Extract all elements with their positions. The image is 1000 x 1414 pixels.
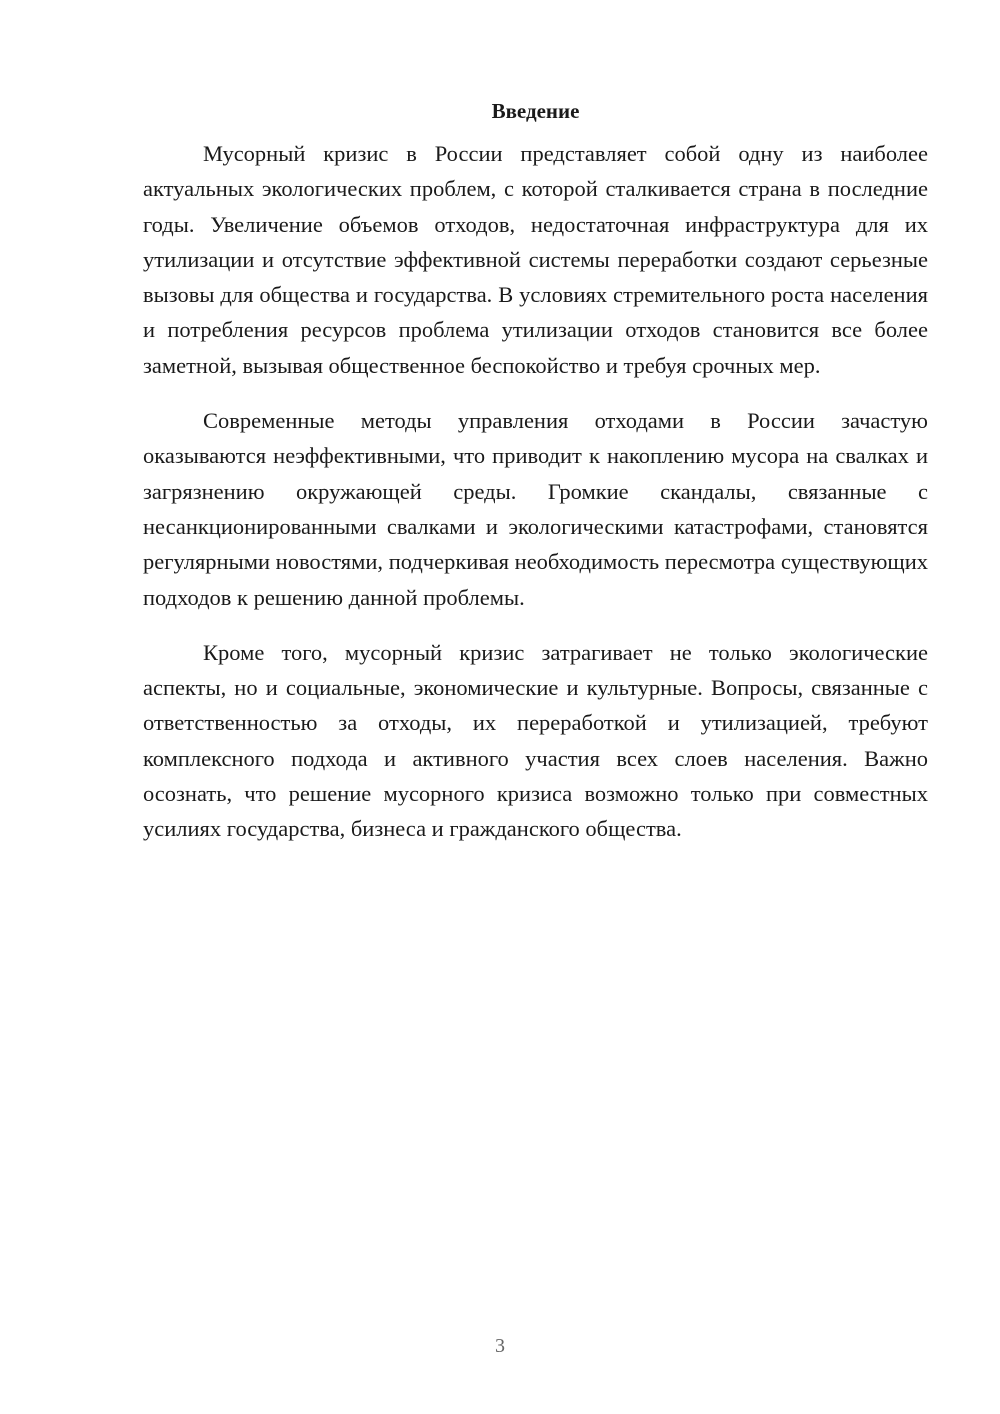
paragraph-2: Современные методы управления отходами в России зачастую оказываются неэффективными, что приводит к накоплению мусора на свалках и загрязнению окружающей среды. Громкие скандалы, связанные с несанкционированными свалками и экологическими катастрофами, становятся регулярными новостями, подчеркивая необходимость пересмотра существующих подходов к решению данной проблемы. (143, 408, 928, 610)
paragraph-3: Кроме того, мусорный кризис затрагивает не только экологические аспекты, но и социальные, экономические и культурные. Вопросы, связанные с ответственностью за отходы, их переработкой и утилизацией, требуют комплексного подхода и активного участия всех слоев населения. Важно осознать, что решение мусорного кризиса возможно только при совместных усилиях государства, бизнеса и гражданского общества. (143, 639, 928, 842)
section-title: Введение (491, 99, 580, 123)
page-content (143, 96, 928, 867)
page-number: 3 (495, 1335, 505, 1357)
paragraph-1: Мусорный кризис в России представляет собой одну из наиболее актуальных экологических проблем, с которой сталкивается страна в последние годы. Увеличение объемов отходов, недостаточная инфраструктура для их утилизации и отсутствие эффективной системы переработки создают серьезные вызовы для общества и государства. В условиях стремительного роста населения и потребления ресурсов проблема утилизации отходов становится все более заметной, вызывая общественное беспокойство и требуя срочных мер. (143, 141, 928, 378)
